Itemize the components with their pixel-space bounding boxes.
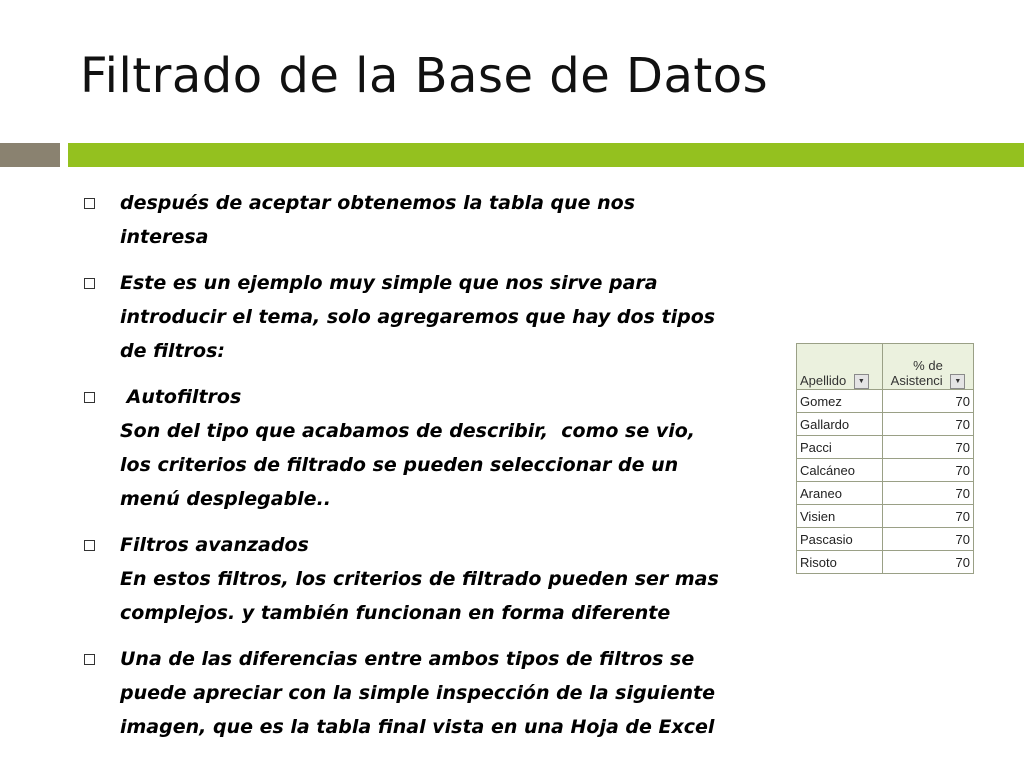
bullet-line: Este es un ejemplo muy simple que nos sirve para [120,272,658,294]
hollow-square-bullet-icon [84,540,95,551]
bullet-list [80,186,730,756]
cell-asistencia: 70 [883,390,974,413]
cell-apellido: Pacci [797,436,883,459]
bullet-item [80,266,730,368]
bullet-text [120,528,725,630]
cell-apellido: Gallardo [797,413,883,436]
hollow-square-bullet-icon [84,278,95,289]
bullet-line: complejos. y también funcionan en forma diferente [120,602,671,624]
bullet-line: de filtros: [120,340,225,362]
hollow-square-bullet-icon [84,654,95,665]
bullet-text [120,380,725,516]
filter-dropdown-icon[interactable]: ▼ [854,374,869,389]
bullet-item [80,642,730,744]
table-header-row [797,344,974,390]
bullet-text [120,266,725,368]
cell-asistencia: 70 [883,459,974,482]
bullet-line: imagen, que es la tabla final vista en una Hoja de Excel [120,716,715,738]
bullet-line: menú desplegable.. [120,488,332,510]
cell-apellido: Araneo [797,482,883,505]
cell-asistencia: 70 [883,528,974,551]
title-accent-bar-green [68,143,1024,167]
bullet-line: Una de las diferencias entre ambos tipos de filtros se [120,648,695,670]
excel-table [796,343,974,574]
bullet-line: introducir el tema, solo agregaremos que hay dos tipos [120,306,716,328]
bullet-line: En estos filtros, los criterios de filtrado pueden ser mas [120,568,719,590]
table-row [797,528,974,551]
column-header-label: Apellido [800,372,847,388]
bullet-text [120,186,725,254]
cell-apellido: Visien [797,505,883,528]
table-row [797,413,974,436]
column-header-label-top: % de [913,357,943,373]
table-row [797,551,974,574]
cell-asistencia: 70 [883,413,974,436]
bullet-line: Son del tipo que acabamos de describir, como se vio, [120,420,696,442]
bullet-item [80,380,730,516]
slide-title: Filtrado de la Base de Datos [80,48,769,104]
table-row [797,459,974,482]
table-row [797,436,974,459]
bullet-line: puede apreciar con la simple inspección de la siguiente [120,682,715,704]
cell-apellido: Gomez [797,390,883,413]
table-row [797,505,974,528]
cell-apellido: Pascasio [797,528,883,551]
cell-apellido: Calcáneo [797,459,883,482]
table-row [797,390,974,413]
table-row [797,482,974,505]
filter-active-icon[interactable]: ▼ [950,374,965,389]
title-accent-bar-grey [0,143,60,167]
cell-apellido: Risoto [797,551,883,574]
bullet-item [80,186,730,254]
hollow-square-bullet-icon [84,392,95,403]
bullet-line: los criterios de filtrado se pueden seleccionar de un [120,454,679,476]
cell-asistencia: 70 [883,436,974,459]
bullet-line: Filtros avanzados [120,534,309,556]
bullet-line: Autofiltros [120,386,242,408]
hollow-square-bullet-icon [84,198,95,209]
bullet-text [120,642,725,744]
cell-asistencia: 70 [883,505,974,528]
bullet-line: después de aceptar obtenemos la tabla que nos [120,192,636,214]
bullet-item [80,528,730,630]
bullet-line: interesa [120,226,209,248]
column-header-asistencia [883,344,974,390]
column-header-apellido [797,344,883,390]
cell-asistencia: 70 [883,482,974,505]
column-header-label-bottom: Asistenci [890,372,943,388]
cell-asistencia: 70 [883,551,974,574]
